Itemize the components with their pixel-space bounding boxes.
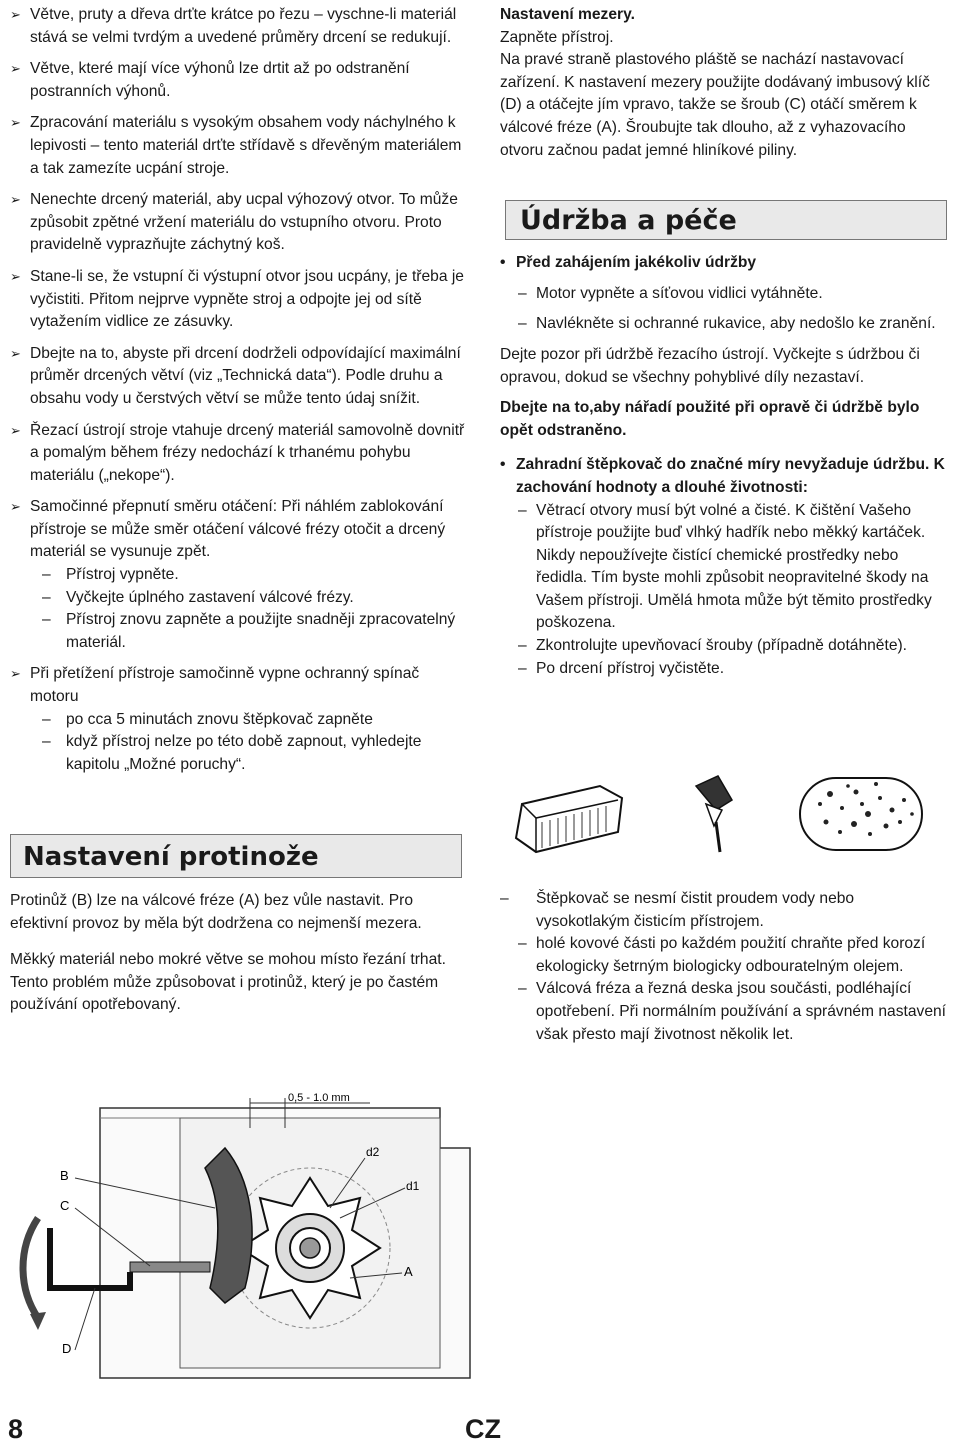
page-number: 8: [8, 1414, 24, 1444]
arrow-bullet-icon: ➢: [10, 499, 21, 515]
sub-item-text: po cca 5 minutách znovu štěpkovač zapněte: [66, 710, 373, 728]
before-title: • Před zahájením jakékoliv údržby: [500, 252, 952, 275]
maintenance-heading: Údržba a péče: [505, 200, 947, 240]
list-item: [10, 266, 472, 334]
bullet-text: Samočinné přepnutí směru otáčení: Při náhlém zablokování přístroje se může směr otáčení válcové frézy otočit a drcený materiál se vysunuje zpět.: [30, 498, 446, 561]
bullet-text: Zpracování materiálu s vysokým obsahem vody náchylného k lepivosti – tento materiál drťte střídavě s dřevěným materiálem a tak zamezíte ucpání stroje.: [30, 114, 462, 177]
list-item: – Štěpkovač se nesmí čistit proudem vody nebo vysokotlakým čisticím přístrojem.: [500, 890, 855, 930]
blade-text-block: [10, 890, 472, 1017]
list-item: [10, 112, 472, 180]
sub-item: – když přístroj nelze po této době zapnout, vyhledejte kapitolu „Možné poruchy“.: [42, 733, 422, 773]
language-code: CZ: [465, 1414, 501, 1444]
list-item: [10, 189, 472, 257]
after-care-list: [500, 888, 952, 1046]
bullet-dot-icon: •: [500, 254, 506, 272]
sub-item: – Přístroj vypněte.: [42, 566, 179, 584]
arrow-bullet-icon: ➢: [10, 61, 21, 77]
arrow-bullet-icon: ➢: [10, 345, 21, 361]
list-item: [10, 496, 472, 654]
cleaning-tools-illustration: [500, 764, 952, 856]
left-column: [10, 4, 472, 785]
sub-item: – Přístroj znovu zapněte a použijte snadněji zpracovatelný materiál.: [42, 611, 456, 651]
list-item: – Navlékněte si ochranné rukavice, aby nedošlo ke zranění.: [518, 315, 936, 333]
cutting-roller: [240, 1178, 380, 1318]
label-b: B: [60, 1168, 69, 1183]
label-c: C: [60, 1198, 70, 1213]
sub-item-text: Přístroj znovu zapněte a použijte snadněji zpracovatelný materiál.: [66, 611, 456, 651]
gap-title: Nastavení mezery.: [500, 6, 635, 23]
list-item: – Zkontrolujte upevňovací šrouby (případně dotáhněte).: [518, 637, 908, 655]
bullet-text: Nenechte drcený materiál, aby ucpal výhozový otvor. To může způsobit zpětné vržení materiálu do vstupního otvoru. Proto pravidelně vyprazňujte záchytný koš.: [30, 191, 458, 254]
list-item: – Větrací otvory musí být volné a čisté. K čištění Vašeho přístroje použijte buď vlhký hadřík nebo měkký kartáček. Nikdy nepoužívejte čistící chemické prostředky nebo ředidla. Tím byste mohli způsobit neopravitelné škody na Vašem přístroji. Umělá hmota může být těmito prostředky poškozena.: [518, 501, 932, 632]
arrow-bullet-icon: ➢: [10, 666, 21, 682]
sponge-icon: [800, 778, 922, 850]
list-item: [10, 4, 472, 49]
label-a: A: [404, 1264, 413, 1279]
blade-p2: Měkký materiál nebo mokré větve se mohou místo řezání trhat. Tento problém může způsobovat i protinůž, který je po častém používání opotřebovaný.: [10, 951, 446, 1014]
blade-adjustment-diagram: [10, 1088, 955, 1391]
bullet-text: Větve, pruty a dřeva drťte krátce po řezu – vyschne-li materiál stává se velmi tvrdým a uvedené průměry drcení se redukují.: [30, 6, 457, 46]
adjust-screw: [130, 1262, 210, 1272]
list-item: – Po drcení přístroj vyčistěte.: [518, 659, 725, 677]
bullet-dot-icon: •: [500, 456, 506, 474]
note-text: Dbejte na to,aby nářadí použité při opravě či údržbě bylo opět odstraněno.: [500, 399, 920, 439]
sub-item: – po cca 5 minutách znovu štěpkovač zapněte: [42, 710, 373, 728]
blade-adjustment-figure: [10, 1088, 955, 1391]
right-column: [500, 4, 952, 680]
paint-brush-icon: [696, 776, 732, 852]
sub-item-text: Vyčkejte úplného zastavení válcové frézy.: [66, 588, 354, 606]
bullet-text: Řezací ústrojí stroje vtahuje drcený materiál samovolně dovnitř a pomalým během frézy nedochází k trhanému pohybu materiálu („nekope“).: [30, 421, 465, 484]
cleaning-tools-figure: [500, 764, 952, 856]
brush-icon: [516, 786, 622, 852]
caution-text: Dejte pozor při údržbě řezacího ústrojí. Vyčkejte s údržbou či opravou, dokud se všechny pohyblivé díly nezastaví.: [500, 345, 920, 386]
label-d1: d1: [406, 1179, 420, 1193]
label-d2: d2: [366, 1145, 380, 1159]
garden-title: • Zahradní štěpkovač do značné míry nevyžaduje údržbu. K zachování hodnoty a dlouhé životnosti:: [500, 456, 945, 496]
arrow-bullet-icon: ➢: [10, 7, 21, 22]
list-item: [10, 663, 472, 776]
bullet-text: Větve, které mají více výhonů lze drtit až po odstranění postranních výhonů.: [30, 60, 410, 100]
gap-text: Na pravé straně plastového pláště se nachází nastavovací zařízení. K nastavení mezery použijte dodávaný imbusový klíč (D) a otáčejte jím vpravo, takže se šroub (C) otáčí směrem k válcové fréze (A). Šroubujte tak dlouho, až z vyhazovacího otvoru začnou padat jemné hliníkové piliny.: [500, 51, 930, 159]
blade-p1: Protinůž (B) lze na válcové fréze (A) bez vůle nastavit. Pro efektivní provoz by měla být dodržena co nejmenší mezera.: [10, 892, 422, 932]
bullet-text: Dbejte na to, abyste při drcení dodrželi odpovídající maximální průměr drcených větví (viz „Technická data“). Podle druhu a obsahu vody u čerstvých větví se může tento údaj snížit.: [30, 344, 461, 407]
bullet-text: Při přetížení přístroje samočinně vypne ochranný spínač motoru: [30, 665, 420, 706]
arrow-bullet-icon: ➢: [10, 268, 21, 284]
arrow-bullet-icon: ➢: [10, 422, 21, 438]
sub-item-text: když přístroj nelze po této době zapnout, vyhledejte kapitolu „Možné poruchy“.: [66, 733, 422, 773]
gap-line1: Zapněte přístroj.: [500, 28, 614, 46]
arrow-bullet-icon: ➢: [10, 192, 21, 208]
dimension-label: 0,5 - 1.0 mm: [288, 1092, 350, 1104]
blade-heading: Nastavení protinože: [10, 834, 462, 878]
list-item: [10, 420, 472, 488]
label-d: D: [62, 1341, 72, 1356]
bullet-text: Stane-li se, že vstupní či výstupní otvor jsou ucpány, je třeba je vyčistiti. Přitom nejprve vypněte stroj a odpojte jej od sítě vytažením vidlice ze zásuvky.: [30, 267, 464, 331]
sub-item-text: Přístroj vypněte.: [66, 566, 179, 584]
list-item: – holé kovové části po každém použití chraňte před korozí ekologicky šetrným biologicky odbouratelným olejem.: [518, 935, 926, 975]
list-item: [10, 343, 472, 411]
list-item: [10, 58, 472, 103]
sub-item: – Vyčkejte úplného zastavení válcové frézy.: [42, 588, 354, 606]
list-item: – Válcová fréza a řezná deska jsou součásti, podléhající opotřebení. Při normálním používání a správném nastavení však přesto mají životnost několik let.: [518, 980, 946, 1043]
list-item: – Motor vypněte a síťovou vidlici vytáhněte.: [518, 284, 823, 302]
arrow-bullet-icon: ➢: [10, 115, 21, 131]
